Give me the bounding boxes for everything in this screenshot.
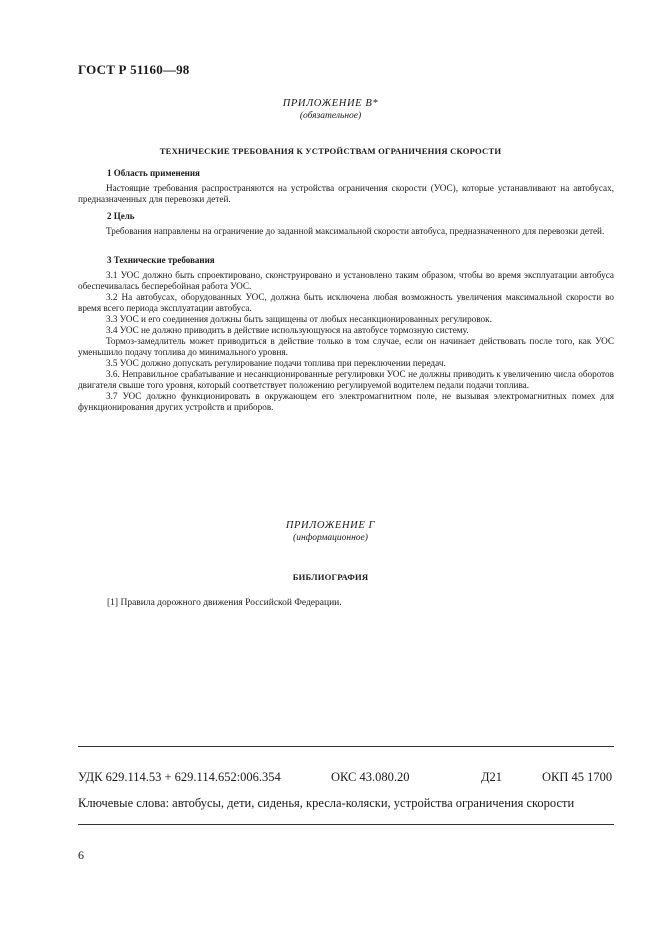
section-1-title: 1 Область применения	[107, 168, 200, 178]
paragraph: Требования направлены на ограничение до заданной максимальной скорости автобуса, предназначенного для перевозки детей.	[106, 226, 605, 236]
paragraph: Настоящие требования распространяются на устройства ограничения скорости (УОС), которые устанавливают на автобусах, предназначенных для перевозки детей.	[78, 183, 614, 204]
standard-number: ГОСТ Р 51160—98	[78, 62, 190, 77]
section-3-title: 3 Технические требования	[107, 255, 215, 265]
section-3-list	[78, 270, 614, 413]
appendix-v-status: (обязательное)	[299, 111, 362, 121]
item-3-2: 3.2 На автобусах, оборудованных УОС, должна быть исключена любая возможность увеличения максимальной скорости во время всего периода эксплуатации автобуса.	[78, 292, 614, 313]
item-3-5: 3.5 УОС должно допускать регулирование подачи топлива при переключении передач.	[106, 358, 446, 368]
item-3-3: 3.3 УОС и его соединения должны быть защищены от любых несанкционированных регулировок.	[106, 314, 492, 324]
section-1-text	[78, 183, 614, 205]
bibliography-entry: [1] Правила дорожного движения Российской Федерации.	[107, 598, 342, 608]
appendix-g-title: ПРИЛОЖЕНИЕ Г	[285, 520, 376, 531]
bibliography-heading: БИБЛИОГРАФИЯ	[292, 572, 369, 582]
item-3-6: 3.6. Неправильное срабатывание и несанкционированные регулировки УОС не должны приводить к увеличению числа оборотов двигателя свыше того уровня, который соответствует положению регулируемой водителем педали подачи топлива.	[78, 369, 614, 390]
udk-code: УДК 629.114.53 + 629.114.652:006.354	[78, 770, 281, 784]
oks-code: ОКС 43.080.20	[331, 770, 410, 784]
okp-code: ОКП 45 1700	[542, 770, 613, 784]
keywords: Ключевые слова: автобусы, дети, сиденья, кресла-коляски, устройства ограничения скорости	[78, 796, 575, 810]
section-2-title: 2 Цель	[107, 211, 135, 221]
item-3-7: 3.7 УОС должно функционировать в окружающем его электромагнитном поле, не вызывая электромагнитных помех для функционирования других устройств и приборов.	[78, 391, 614, 412]
appendix-v-heading: ТЕХНИЧЕСКИЕ ТРЕБОВАНИЯ К УСТРОЙСТВАМ ОГРАНИЧЕНИЯ СКОРОСТИ	[159, 146, 502, 156]
d-code: Д21	[481, 770, 503, 784]
footer-top-rule	[78, 746, 614, 747]
item-3-1: 3.1 УОС должно быть спроектировано, сконструировано и установлено таким образом, чтобы во время эксплуатации автобуса обеспечивалась бесперебойная работа УОС.	[78, 270, 614, 291]
item-3-4: 3.4 УОС не должно приводить в действие использующуюся на автобусе тормозную систему.	[106, 325, 469, 335]
appendix-g-status: (информационное)	[293, 533, 368, 543]
footer-bottom-rule	[78, 824, 614, 825]
section-2-text	[78, 226, 614, 237]
item-3-4-note: Тормоз-замедлитель может приводиться в действие только в том случае, если он начинает действовать после того, как УОС уменьшило подачу топлива до минимального уровня.	[78, 336, 614, 357]
page-number: 6	[78, 848, 84, 862]
appendix-v-title: ПРИЛОЖЕНИЕ В*	[282, 98, 379, 109]
